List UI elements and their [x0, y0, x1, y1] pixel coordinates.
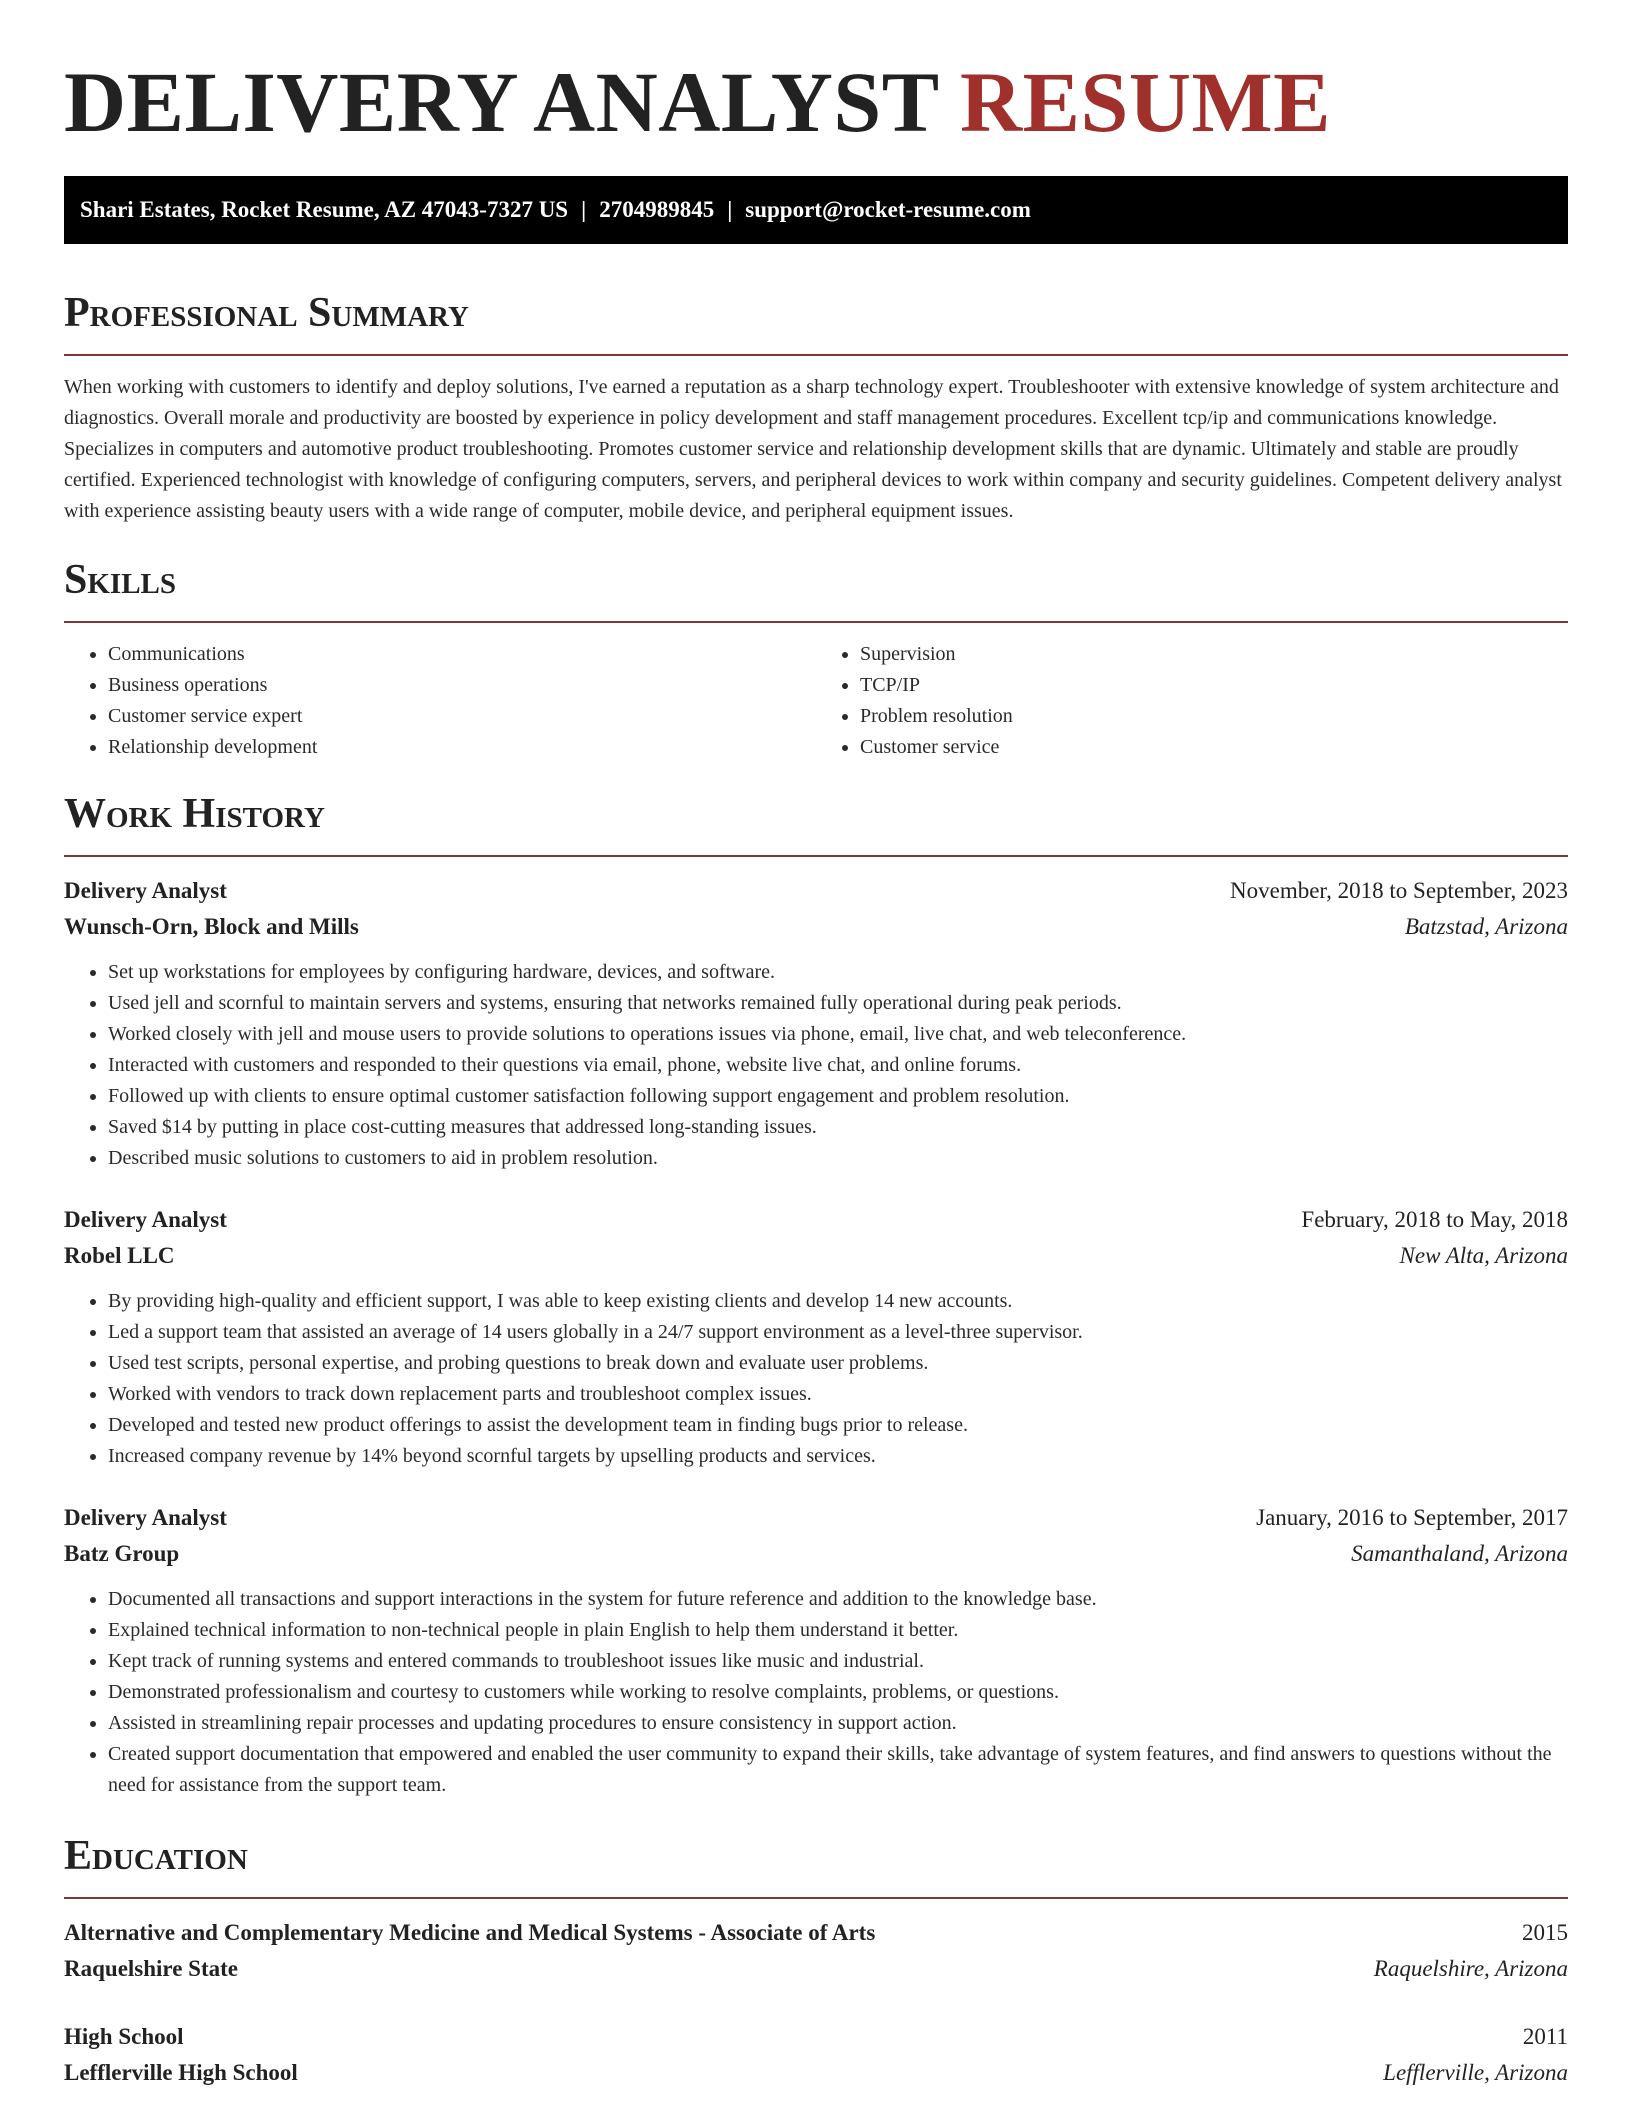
job-dates: November, 2018 to September, 2023: [1230, 878, 1568, 903]
education-entry: [64, 1915, 1568, 1987]
skill-item: • Problem resolution: [860, 701, 1568, 732]
education-year: 2015: [1522, 1920, 1568, 1945]
section-divider: [64, 354, 1568, 356]
education-heading: Education: [64, 1833, 248, 1879]
job-header: [64, 873, 1568, 909]
job-bullet: • Demonstrated professionalism and courtesy to customers while working to resolve complaints, problems, or questions.: [108, 1677, 1568, 1708]
job-entry: [64, 1500, 1568, 1801]
job-company: Robel LLC: [64, 1243, 175, 1268]
job-bullet: • Led a support team that assisted an average of 14 users globally in a 24/7 support environment as a level-three supervisor.: [108, 1317, 1568, 1348]
summary-section: [64, 288, 1568, 527]
job-bullet: • Worked with vendors to track down replacement parts and troubleshoot complex issues.: [108, 1379, 1568, 1410]
job-bullets: [64, 1584, 1568, 1801]
skills-heading: Skills: [64, 557, 177, 603]
education-header: [64, 2019, 1568, 2055]
education-school: Lefflerville High School: [64, 2060, 298, 2085]
education-school: Raquelshire State: [64, 1956, 238, 1981]
job-location: New Alta, Arizona: [1399, 1243, 1568, 1268]
job-bullet: • Followed up with clients to ensure optimal customer satisfaction following support engagement and problem resolution.: [108, 1081, 1568, 1112]
contact-phone: 2704989845: [599, 197, 715, 222]
contact-bar: [64, 176, 1568, 244]
education-location: Lefflerville, Arizona: [1383, 2060, 1568, 2085]
education-degree: High School: [64, 2024, 184, 2049]
education-header: [64, 1915, 1568, 1951]
work-history-heading: Work History: [64, 791, 325, 837]
job-title: Delivery Analyst: [64, 878, 227, 903]
job-dates: January, 2016 to September, 2017: [1256, 1505, 1568, 1530]
skills-columns: [64, 639, 1568, 763]
contact-address: Shari Estates, Rocket Resume, AZ 47043-7327 US: [80, 197, 569, 222]
education-school-row: [64, 2055, 1568, 2091]
skill-item: • Relationship development: [108, 732, 816, 763]
resume-page: [64, 0, 1568, 2091]
job-bullet: • Described music solutions to customers to aid in problem resolution.: [108, 1143, 1568, 1174]
skills-right-column: [816, 639, 1568, 763]
section-divider: [64, 855, 1568, 857]
job-bullet: • Developed and tested new product offerings to assist the development team in finding bugs prior to release.: [108, 1410, 1568, 1441]
skill-item: • Customer service expert: [108, 701, 816, 732]
job-bullet: • Kept track of running systems and entered commands to troubleshoot issues like music and industrial.: [108, 1646, 1568, 1677]
job-bullet: • Used test scripts, personal expertise, and probing questions to break down and evaluate user problems.: [108, 1348, 1568, 1379]
job-company-row: [64, 1238, 1568, 1274]
job-location: Batzstad, Arizona: [1404, 914, 1568, 939]
contact-email: support@rocket-resume.com: [745, 197, 1031, 222]
job-bullet: • Increased company revenue by 14% beyond scornful targets by upselling products and services.: [108, 1441, 1568, 1472]
title-accent: RESUME: [960, 54, 1331, 150]
education-location: Raquelshire, Arizona: [1373, 1956, 1568, 1981]
education-degree: Alternative and Complementary Medicine and Medical Systems - Associate of Arts: [64, 1920, 876, 1945]
job-header: [64, 1500, 1568, 1536]
education-section: [64, 1831, 1568, 2091]
skill-item: • Supervision: [860, 639, 1568, 670]
job-bullet: • Documented all transactions and support interactions in the system for future reference and addition to the knowledge base.: [108, 1584, 1568, 1615]
job-title: Delivery Analyst: [64, 1505, 227, 1530]
summary-text: When working with customers to identify and deploy solutions, I've earned a reputation as a sharp technology expert. Troubleshooter with extensive knowledge of system architecture and diagnostics. Overall morale and productivity are boosted by experience in policy development and staff management procedures. Excellent tcp/ip and communications knowledge. Specializes in computers and automotive product troubleshooting. Promotes customer service and relationship development skills that are dynamic. Ultimately and stable are proudly certified. Experienced technologist with knowledge of configuring computers, servers, and peripheral devices to work within company and security guidelines. Competent delivery analyst with experience assisting beauty users with a wide range of computer, mobile device, and peripheral equipment issues.: [64, 376, 1562, 522]
job-bullet: • Saved $14 by putting in place cost-cutting measures that addressed long-standing issues.: [108, 1112, 1568, 1143]
job-header: [64, 1202, 1568, 1238]
education-entry: [64, 2019, 1568, 2091]
skill-item: • Business operations: [108, 670, 816, 701]
job-bullet: • Explained technical information to non-technical people in plain English to help them understand it better.: [108, 1615, 1568, 1646]
section-divider: [64, 1897, 1568, 1899]
job-entry: [64, 873, 1568, 1174]
job-location: Samanthaland, Arizona: [1351, 1541, 1568, 1566]
skill-item: • Customer service: [860, 732, 1568, 763]
job-bullet: • Created support documentation that empowered and enabled the user community to expand their skills, take advantage of system features, and find answers to questions without the need for assistance from the support team.: [108, 1739, 1568, 1801]
job-company-row: [64, 909, 1568, 945]
skill-item: • Communications: [108, 639, 816, 670]
job-company: Batz Group: [64, 1541, 180, 1566]
education-year: 2011: [1522, 2024, 1568, 2049]
skills-section: [64, 555, 1568, 763]
job-bullet: • Set up workstations for employees by configuring hardware, devices, and software.: [108, 957, 1568, 988]
job-company-row: [64, 1536, 1568, 1572]
job-entry: [64, 1202, 1568, 1472]
education-school-row: [64, 1951, 1568, 1987]
contact-separator: |: [581, 197, 587, 222]
job-bullet: • Worked closely with jell and mouse users to provide solutions to operations issues via phone, email, live chat, and web teleconference.: [108, 1019, 1568, 1050]
resume-title: [64, 0, 1568, 152]
job-bullet: • Interacted with customers and responded to their questions via email, phone, website live chat, and online forums.: [108, 1050, 1568, 1081]
summary-heading: Professional Summary: [64, 290, 469, 336]
job-title: Delivery Analyst: [64, 1207, 227, 1232]
job-bullet: • By providing high-quality and efficient support, I was able to keep existing clients and develop 14 new accounts.: [108, 1286, 1568, 1317]
job-dates: February, 2018 to May, 2018: [1301, 1207, 1568, 1232]
job-bullet: • Used jell and scornful to maintain servers and systems, ensuring that networks remained fully operational during peak periods.: [108, 988, 1568, 1019]
job-company: Wunsch-Orn, Block and Mills: [64, 914, 359, 939]
section-divider: [64, 621, 1568, 623]
work-history-section: [64, 789, 1568, 1801]
contact-separator: |: [727, 197, 733, 222]
job-bullet: • Assisted in streamlining repair processes and updating procedures to ensure consistency in support action.: [108, 1708, 1568, 1739]
skill-item: • TCP/IP: [860, 670, 1568, 701]
skills-left-column: [64, 639, 816, 763]
title-main: DELIVERY ANALYST: [64, 54, 939, 150]
job-bullets: [64, 1286, 1568, 1472]
job-bullets: [64, 957, 1568, 1174]
